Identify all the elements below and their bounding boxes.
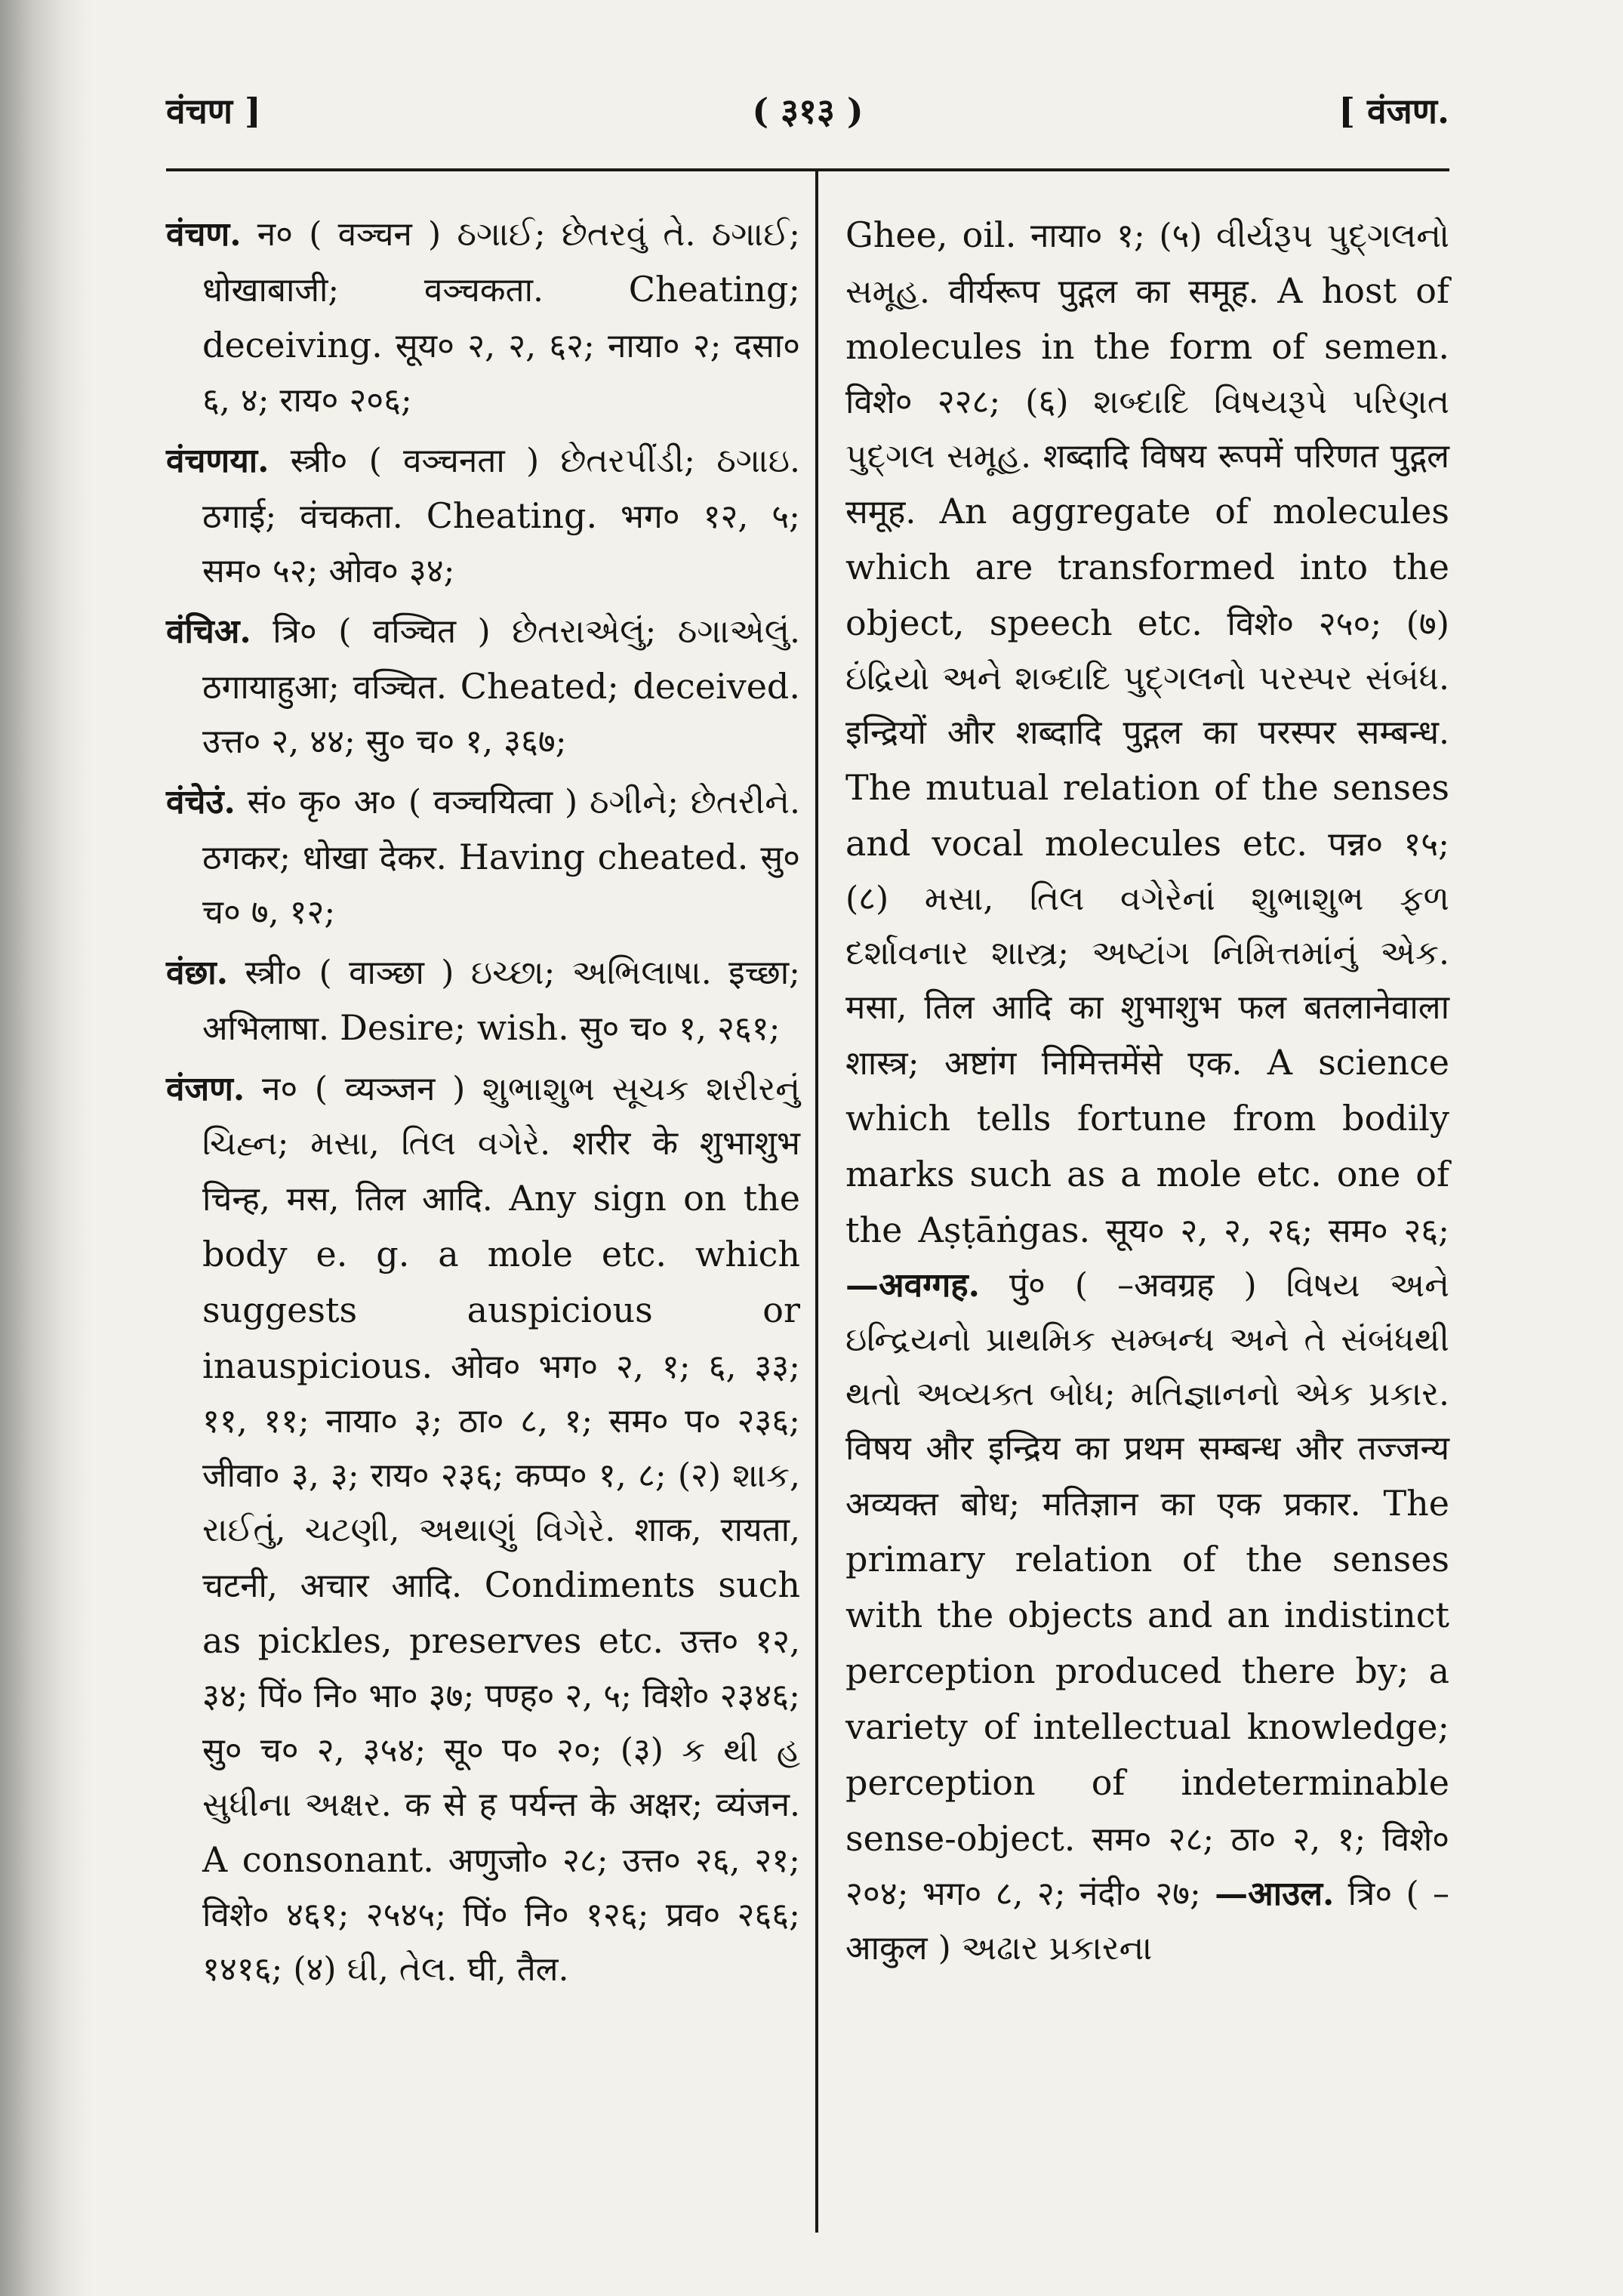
entry-english: Condiments such as pickles, preserves etc. xyxy=(202,1564,800,1661)
subentry-body: त्रि० ( –आकुल ) અઢાર પ્રકારના xyxy=(845,1875,1449,1968)
subentry-headword: —आउल. xyxy=(1215,1875,1335,1913)
dictionary-page xyxy=(151,72,1449,2246)
headword: वंचिअ. xyxy=(166,612,251,651)
running-head xyxy=(166,87,1449,140)
entry-english: A science which tells fortune from bodily marks such as a mole etc. one of the Aṣṭāṅgas. xyxy=(845,1042,1449,1250)
entry-refs: पन्न० १५; (८) મસા, તિલ વગેરેનાં શુભાશુભ ફળ દર્શાવનાર શાસ્ત્ર; અષ્ટાંગ નિમિત્તમાંનું એક. मसा, तिल आदि का शुभाशुभ फल बतलानेवाला शास्त्र; अष्टांग निमित्तमेंसे एक. xyxy=(845,825,1449,1083)
entry-english: Desire; wish. xyxy=(340,1007,569,1048)
entry-body: स्त्री० ( वञ्चनता ) છેતરપીંડી; ઠગાઇ. ठगाई; वंचकता. xyxy=(202,442,800,536)
right-column xyxy=(845,208,1449,1976)
entry-english: An aggregate of molecules which are transformed into the object, speech etc. xyxy=(845,491,1449,643)
headword: वंचणया. xyxy=(166,442,269,480)
entry-vancha xyxy=(166,946,800,1056)
headword: वंजण. xyxy=(166,1070,245,1108)
entry-vanceum xyxy=(166,775,800,940)
entry-refs: उत्त० १२, ३४; पिं० नि० भा० ३७; पण्ह० २, ५; विशे० २३४६; सु० च० २, ३५४; सू० प० २०; (३) ક થી હ સુધીના અક્ષર. क से ह पर्यन्त के अक्षर; व्यंजन. xyxy=(202,1623,800,1824)
entry-english: Having cheated. xyxy=(458,837,749,877)
entry-refs: सूय० २, २, २६; सम० २६; xyxy=(1105,1212,1449,1250)
entry-english: Cheating; deceiving. xyxy=(202,269,800,365)
entry-body: न० ( व्यञ्जन ) શુભાશુભ સૂચક શરીરનું ચિહ્ન; મસા, તિલ વગેરે. शरीर के शुभाशुभ चिन्ह, मस, तिल आदि. xyxy=(202,1070,800,1219)
vanjana-continuation xyxy=(845,208,1449,1976)
entry-english: Cheated; deceived. xyxy=(460,666,800,707)
header-rule xyxy=(166,168,1449,171)
entry-refs: अणुजो० २८; उत्त० २६, २१; विशे० ४६१; २५४५; पिं० नि० १२६; प्रव० २६६; १४१६; (४) ઘી, તેલ. घी, तैल. xyxy=(202,1841,800,1989)
entry-refs: ओव० भग० २, १; ६, ३३; ११, ११; नाया० ३; ठा० ८, १; सम० प० २३६; जीवा० ३, ३; राय० २३६; कप्प० १, ८; (२) શાક, રાઈતું, ચટણી, અથાણું વિગેરે. शाक, रायता, चटनी, अचार आदि. xyxy=(202,1348,800,1605)
entry-vancana xyxy=(166,208,800,428)
header-left-guideword: वंचण ] xyxy=(166,91,261,131)
entry-refs: उत्त० २, ४४; सु० च० १, ३६७; xyxy=(202,723,567,761)
entry-refs: सु० च० ७, १२; xyxy=(202,839,800,932)
entry-refs: विशे० २२८; (६) શબ્દાદિ વિષયરૂપે પરિણત પુદ્ગલ સમૂહ. शब्दादि विषय रूपमें परिणत पुद्गल समूह. xyxy=(845,383,1449,532)
entry-refs: सूय० २, २, ६२; नाया० २; दसा० ६, ४; राय० २०६; xyxy=(202,327,800,420)
entry-english: The mutual relation of the senses and vocal molecules etc. xyxy=(845,767,1449,864)
entry-body: सं० कृ० अ० ( वञ्चयित्वा ) ઠગીને; છેતરીને. ठगकर; धोखा देकर. xyxy=(202,783,800,877)
entry-refs: भग० १२, ५; सम० ५२; ओव० ३४; xyxy=(202,498,800,590)
subentry-headword: —अवग्गह. xyxy=(845,1266,980,1305)
entry-body: त्रि० ( वञ्चित ) છેતરાએલું; ઠગાએલું. ठगायाहुआ; वञ्चित. xyxy=(202,612,800,707)
entry-body: स्त्री० ( वाञ्छा ) ઇચ્છા; અભિલાષા. इच्छा; अभिलाषा. xyxy=(202,954,800,1048)
header-right-guideword: [ वंजण. xyxy=(1338,91,1449,131)
page-number: ( ३१३ ) xyxy=(752,91,864,131)
entry-english: A host of molecules in the form of semen. xyxy=(845,270,1449,367)
entry-english: Any sign on the body e. g. a mole etc. which suggests auspicious or inauspicious. xyxy=(202,1178,800,1386)
entry-refs: सु० च० १, २६१; xyxy=(579,1009,781,1048)
headword: वंछा. xyxy=(166,954,229,992)
left-column xyxy=(166,208,800,2003)
column-divider xyxy=(815,171,818,2233)
entry-english: A consonant. xyxy=(202,1839,434,1880)
page-edge-shadow xyxy=(0,0,91,2296)
entry-body: न० ( वञ्चन ) ઠગાઈ; છેતરવું તે. ઠગાઈ; धोखाबाजी; वञ्चकता. xyxy=(202,215,800,310)
entry-vanjana xyxy=(166,1062,800,1997)
entry-refs: नाया० १; (५) વીર્યરૂપ પુદ્ગલનો સમૂહ. वीर्यरूप पुद्गल का समूह. xyxy=(845,217,1449,311)
entry-vancia xyxy=(166,605,800,769)
entry-english: The primary relation of the senses with the objects and an indistinct perception produced there by; a variety of intellectual knowledge; perception of indeterminable sense-object. xyxy=(845,1483,1449,1859)
entry-vancanaya xyxy=(166,434,800,599)
entry-refs: सम० २८; ठा० २, १; विशे० २०४; भग० ८, २; नंदी० २७; xyxy=(845,1820,1449,1913)
entry-refs: विशे० २५०; (७) ઇંદ્રિયો અને શબ્દાદિ પુદ્ગલનો પરસ્પર સંબંધ. इन्द्रियों और शब्दादि पुद्गल का परस्पर सम्बन्ध. xyxy=(845,605,1449,752)
headword: वंचण. xyxy=(166,215,242,254)
entry-english: Cheating. xyxy=(426,495,598,536)
entry-english: Ghee, oil. xyxy=(845,214,1017,255)
headword: वंचेउं. xyxy=(166,783,236,821)
subentry-body: पुं० ( –अवग्रह ) વિષય અને ઇન્દ્રિયનો પ્રાથમિક સમ્બન્ધ અને તે સંબંધથી થતો અવ્યક્ત બોધ; મતિજ્ઞાનનો એક પ્રકાર. विषय और इन्द्रिय का प्रथम सम्बन्ध और तज्जन्य अव्यक्त बोध; मतिज्ञान का एक प्रकार. xyxy=(845,1266,1449,1524)
